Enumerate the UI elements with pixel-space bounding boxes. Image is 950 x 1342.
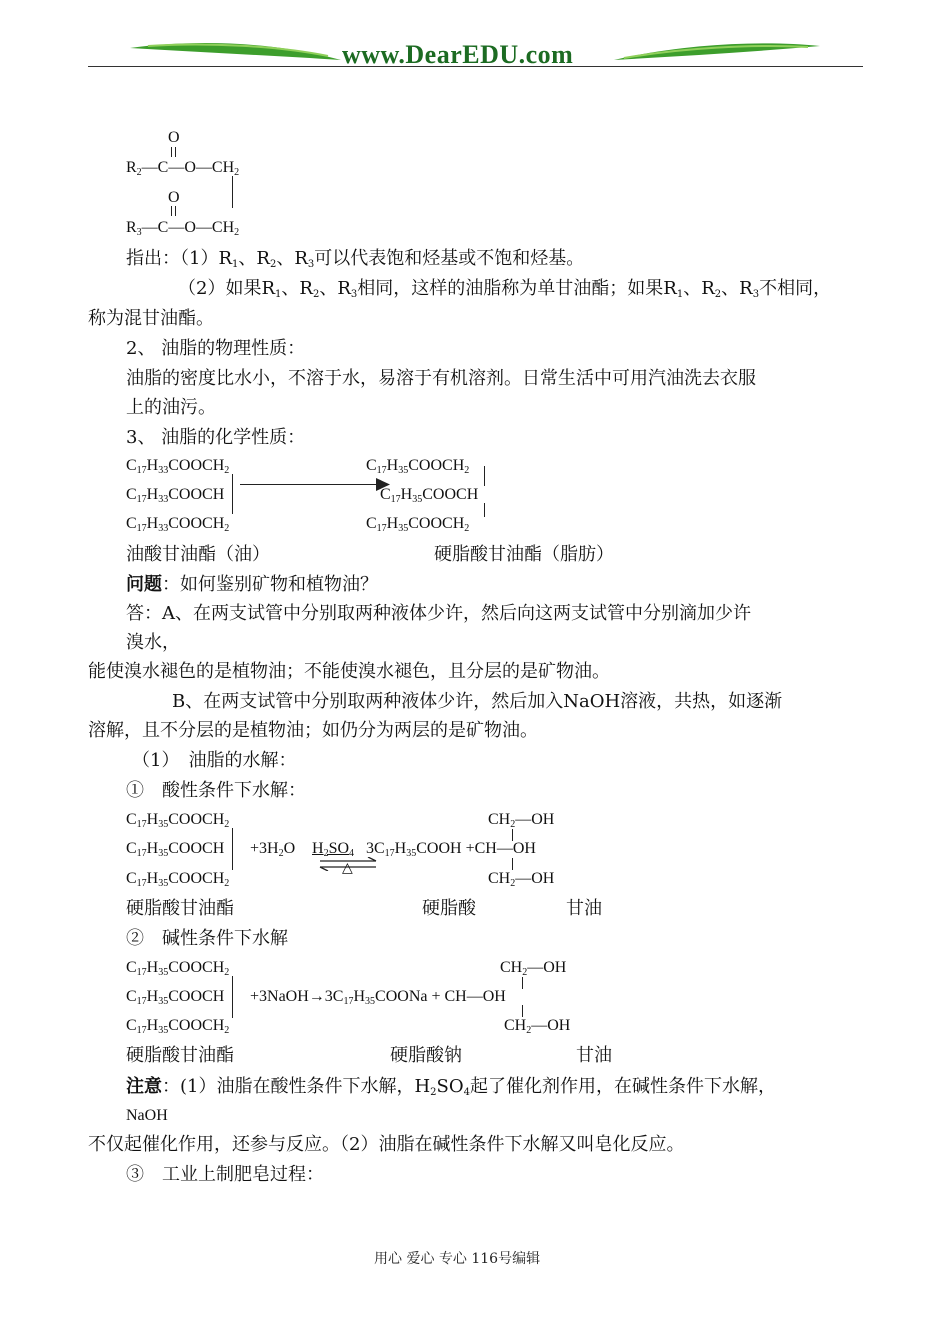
answer-a-line-2: 溴水，	[126, 632, 180, 653]
acid-ester-backbone	[232, 828, 233, 870]
header-rule	[88, 66, 863, 67]
reaction-arrow-shaft	[240, 484, 380, 485]
note-label: 注意	[126, 1076, 162, 1097]
glycerol-line-3: $CH_2—OH$	[488, 870, 555, 889]
physical-line-2: 上的油污。	[126, 397, 216, 418]
answer-a-line-3: 能使溴水褪色的是植物油；不能使溴水褪色，且分层的是矿物油。	[88, 661, 610, 682]
note-line-1	[126, 1076, 776, 1098]
note-r-groups: 指出：$(1)R_1$、$R_2$、$R_3$可以代表饱和烃基或不饱和烃基。	[126, 248, 585, 270]
struct-backbone-bond	[232, 176, 233, 208]
acid-name-ester: 硬脂酸甘油酯	[126, 898, 234, 919]
heat-symbol: △	[342, 861, 353, 876]
section-physical-title: 2、 油脂的物理性质：	[126, 338, 306, 359]
note-simple-mixed-2: 称为混甘油酯。	[88, 308, 214, 329]
note-line-2: NaOH	[126, 1107, 168, 1124]
olein-line-2: $C_{17}H_{33}COOCH$	[126, 486, 225, 505]
note-text: ：(1）油脂在酸性条件下水解，$H_2SO_4$起了催化剂作用，在碱性条件下水解，	[162, 1076, 777, 1098]
acid-hydrolysis-title: ① 酸性条件下水解：	[126, 780, 306, 801]
struct-double-bond-1b	[175, 147, 176, 157]
base-ester-backbone	[232, 976, 233, 1018]
base-glycerol-line-1: $CH_2—OH$	[500, 959, 567, 978]
header-leaf-left	[128, 38, 343, 66]
answer-a-line-1: 答：A、在两支试管中分别取两种液体少许，然后向这两支试管中分别滴加少许	[126, 603, 751, 624]
glycerol-bond-lower	[512, 858, 513, 870]
struct-double-bond-2b	[175, 206, 176, 216]
base-name-ester: 硬脂酸甘油酯	[126, 1045, 234, 1066]
olein-line-3: $C_{17}H_{33}COOCH_2$	[126, 515, 230, 534]
base-equation: $+3NaOH\to 3C_{17}H_{35}COONa$ + CH—OH	[250, 988, 506, 1007]
base-hydrolysis-title: ② 碱性条件下水解	[126, 928, 288, 949]
physical-line-1: 油脂的密度比水小，不溶于水，易溶于有机溶剂。日常生活中可用汽油洗去衣服	[126, 368, 756, 389]
base-name-soap: 硬脂酸钠	[390, 1045, 462, 1066]
base-name-glycerol: 甘油	[576, 1045, 612, 1066]
acid-name-acid: 硬脂酸	[422, 898, 476, 919]
question-line	[126, 574, 378, 596]
struct-double-bond-2	[171, 206, 172, 216]
olein-name: 油酸甘油酯（油）	[126, 544, 270, 565]
acid-products: $3C_{17}H_{35}COOH$ +CH—OH	[366, 840, 536, 859]
olein-line-1: $C_{17}H_{33}COOCH_2$	[126, 457, 230, 476]
acid-catalyst: $H_2SO_4$	[312, 840, 355, 859]
base-ester-line-3: $C_{17}H_{35}COOCH_2$	[126, 1017, 230, 1036]
note-simple-mixed-1: （2）如果$R_1$、$R_2$、$R_3$相同，这样的油脂称为单甘油酯；如果$R_1$、$R_2$、$R_3$不相同，	[178, 278, 832, 300]
stearin-line-3: $C_{17}H_{35}COOCH_2$	[366, 515, 470, 534]
header-leaf-right	[612, 38, 822, 66]
struct-double-bond-1	[171, 147, 172, 157]
answer-b-line-1: B、在两支试管中分别取两种液体少许，然后加入NaOH溶液，共热，如逐渐	[172, 691, 783, 712]
note-line-3: 不仅起催化作用，还参与反应。（2）油脂在碱性条件下水解又叫皂化反应。	[88, 1134, 685, 1155]
header-brand[interactable]: www.DearEDU.com	[342, 40, 574, 69]
base-ester-line-1: $C_{17}H_{35}COOCH_2$	[126, 959, 230, 978]
base-ester-line-2: $C_{17}H_{35}COOCH$	[126, 988, 225, 1007]
acid-ester-line-1: $C_{17}H_{35}COOCH_2$	[126, 811, 230, 830]
acid-ester-line-2: $C_{17}H_{35}COOCH$	[126, 840, 225, 859]
question-text: ：如何鉴别矿物和植物油？	[162, 574, 378, 595]
struct-line-2: $R_3—C—O—CH_2$	[126, 219, 240, 238]
footer-note: 用心 爱心 专心 116号编辑	[374, 1251, 541, 1267]
stearin-bond-lower	[484, 503, 485, 517]
base-glycerol-line-3: $CH_2—OH$	[504, 1017, 571, 1036]
stearin-line-1: $C_{17}H_{35}COOCH_2$	[366, 457, 470, 476]
stearin-bond-upper	[484, 466, 485, 486]
acid-ester-line-3: $C_{17}H_{35}COOCH_2$	[126, 870, 230, 889]
glycerol-bond-upper	[512, 829, 513, 841]
stearin-line-2: $C_{17}H_{35}COOCH$	[380, 486, 479, 505]
struct-line-1: $R_2—C—O—CH_2$	[126, 159, 240, 178]
stearin-name: 硬脂酸甘油酯（脂肪）	[434, 544, 614, 565]
section-chemical-title: 3、 油脂的化学性质：	[126, 427, 306, 448]
acid-water: $+3H_2O$	[250, 840, 296, 859]
answer-b-line-2: 溶解，且不分层的是植物油；如仍分为两层的是矿物油。	[88, 720, 538, 741]
base-glycerol-bond-upper	[522, 977, 523, 989]
struct-oxygen-1: O	[168, 129, 180, 146]
base-glycerol-bond-lower	[522, 1005, 523, 1017]
olein-backbone	[232, 474, 233, 514]
struct-oxygen-2: O	[168, 189, 180, 206]
soap-making-title: ③ 工业上制肥皂过程：	[126, 1164, 324, 1185]
glycerol-line-1: $CH_2—OH$	[488, 811, 555, 830]
hydrolysis-title: （1） 油脂的水解：	[132, 750, 297, 771]
acid-name-glycerol: 甘油	[566, 898, 602, 919]
question-label: 问题	[126, 574, 162, 595]
